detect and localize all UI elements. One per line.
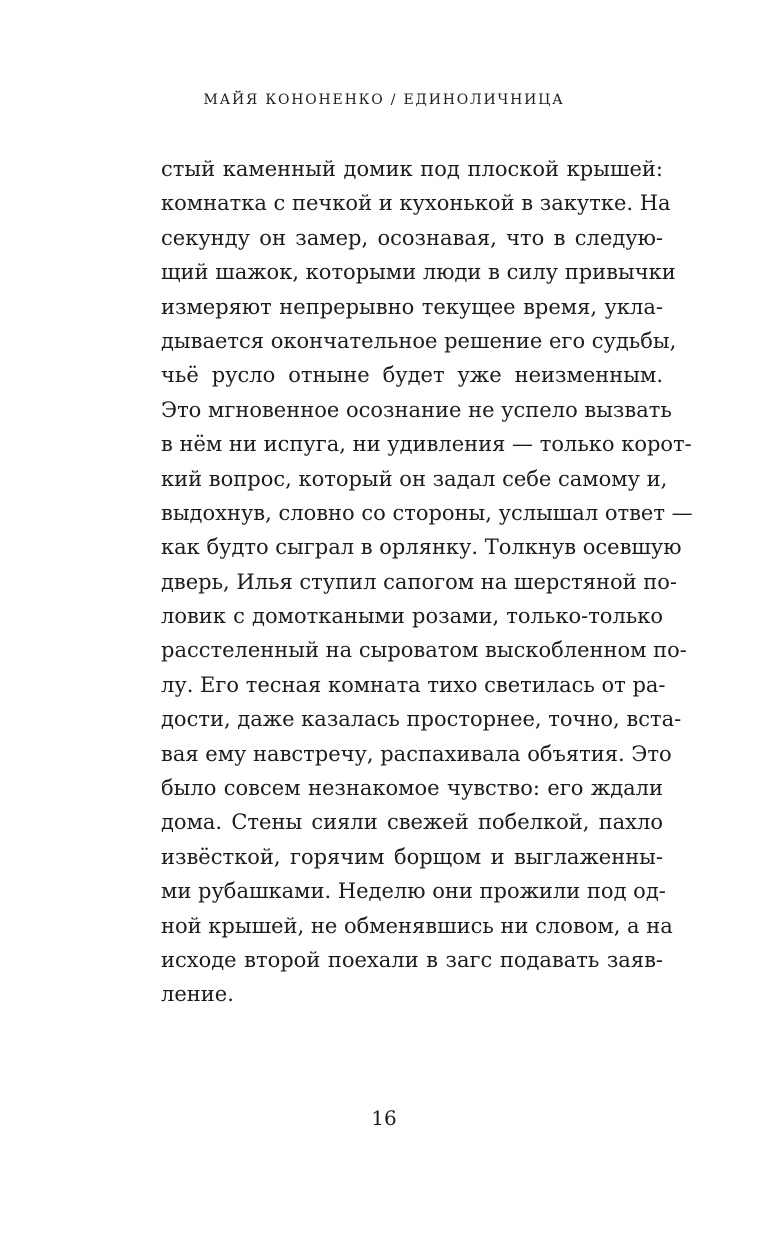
text-line: ной крышей, не обменявшись ни словом, а на [161,913,673,938]
text-line: дывается окончательное решение его судьбы, [161,328,677,353]
text-line: как будто сыграл в орлянку. Толкнув осевшую [161,535,682,560]
text-line: измеряют непрерывно текущее время, укла- [161,294,663,319]
text-line: ление. [161,982,234,1007]
text-line: комнатка с печкой и кухонькой в закутке. На [161,191,671,216]
text-line: ловик с домоткаными розами, только-только [161,604,663,629]
text-line: расстеленный на сыроватом выскобленном по- [161,638,687,663]
running-header: МАЙЯ КОНОНЕНКО / ЕДИНОЛИЧНИЦА [203,92,565,108]
body-text [161,152,693,1012]
text-line: в нём ни испуга, ни удивления — только корот- [161,432,692,457]
text-line: было совсем незнакомое чувство: его ждали [161,776,663,801]
text-line: ми рубашками. Неделю они прожили под од- [161,879,666,904]
text-line: извёсткой, горячим борщом и выглаженны- [161,844,663,869]
page-number: 16 [371,1106,397,1130]
text-line: дости, даже казалась просторнее, точно, вста- [161,707,682,732]
text-line: исходе второй поехали в загс подавать заяв- [161,947,663,972]
text-line: лу. Его тесная комната тихо светилась от ра- [161,672,666,697]
text-line: секунду он замер, осознавая, что в следую- [161,225,663,250]
text-line: вая ему навстречу, распахивала объятия. Это [161,741,672,766]
text-line: выдохнув, словно со стороны, услышал ответ — [161,500,693,525]
text-line: стый каменный домик под плоской крышей: [161,157,663,181]
text-line: чьё русло отныне будет уже неизменным. [161,363,663,388]
text-line: дверь, Илья ступил сапогом на шерстяной по- [161,569,677,594]
text-line: щий шажок, которыми люди в силу привычки [161,260,676,285]
text-line: кий вопрос, который он задал себе самому и, [161,466,668,491]
text-line: дома. Стены сияли свежей побелкой, пахло [161,810,663,835]
text-line: Это мгновенное осознание не успело вызвать [161,397,672,422]
